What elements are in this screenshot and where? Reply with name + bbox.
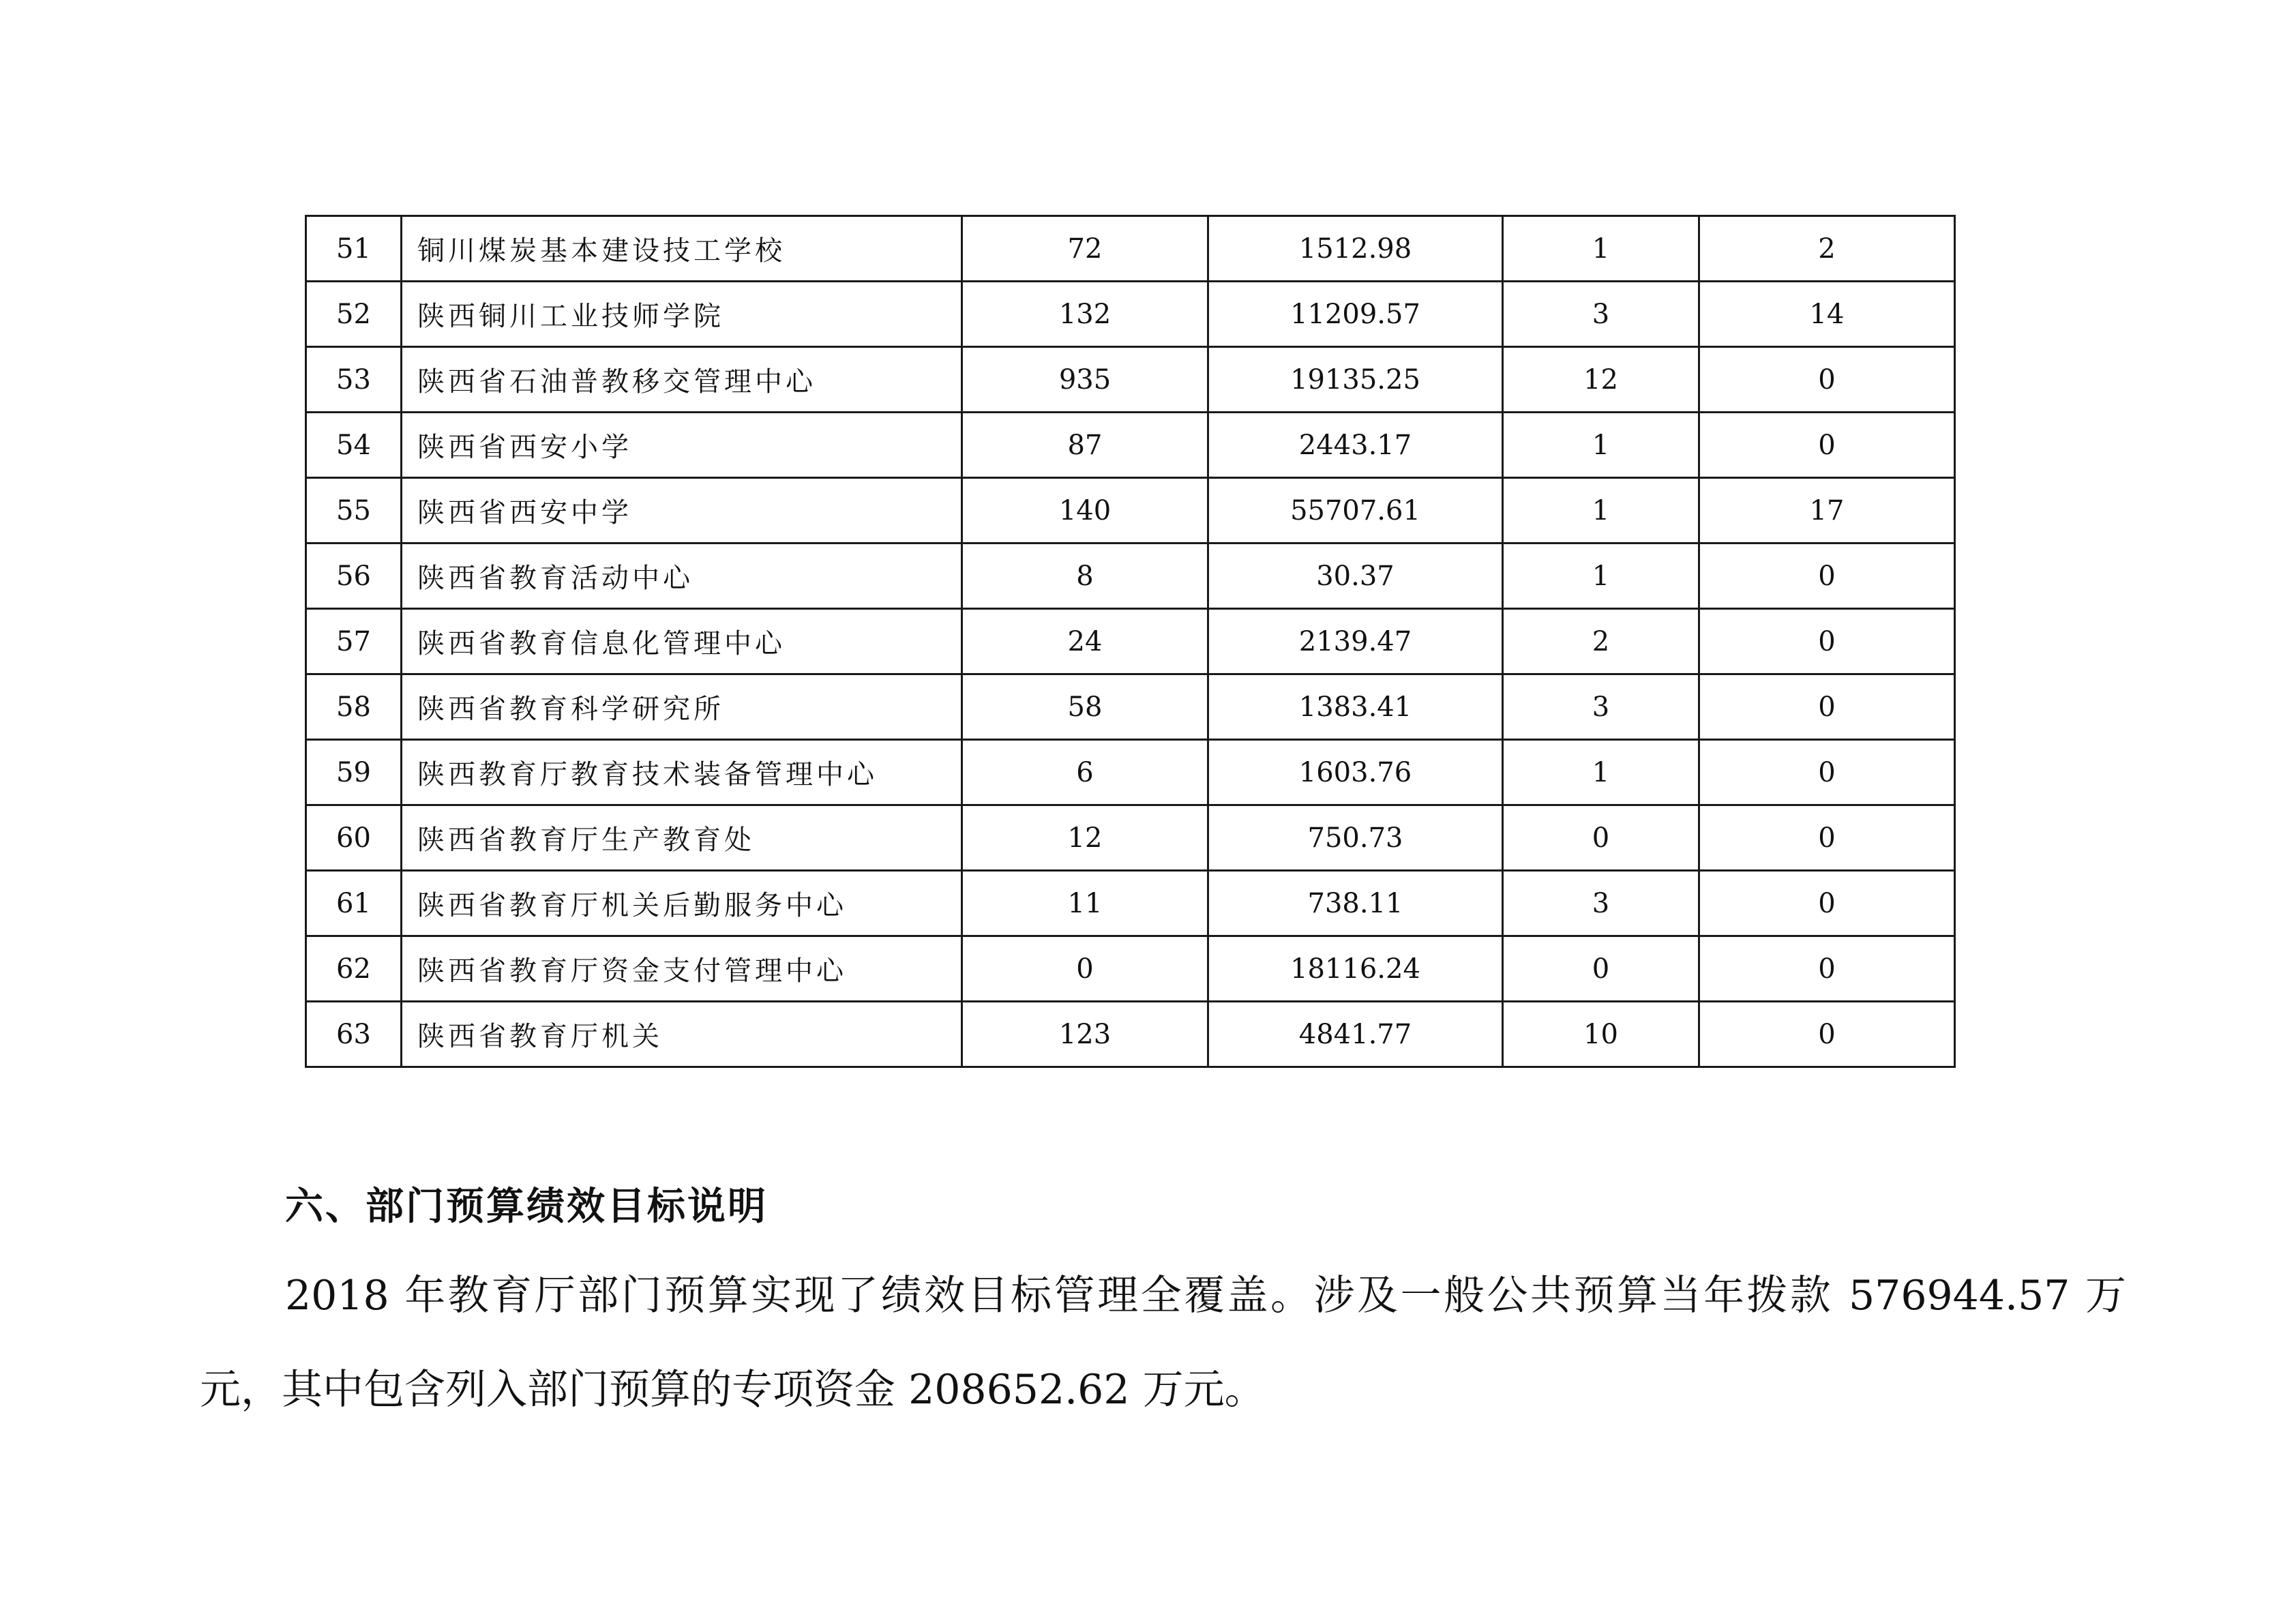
value-cell-2: 1383.41 — [1208, 674, 1503, 740]
value-cell-4: 0 — [1699, 1002, 1955, 1067]
value-cell-3: 1 — [1503, 478, 1699, 544]
paragraph-line-1: 2018 年教育厅部门预算实现了绩效目标管理全覆盖。涉及一般公共预算当年拨款 576944.57 万 — [285, 1272, 2126, 1320]
value-cell-2: 55707.61 — [1208, 478, 1503, 544]
value-cell-1: 87 — [962, 413, 1208, 478]
value-cell-1: 12 — [962, 805, 1208, 871]
row-number-cell: 62 — [306, 936, 402, 1002]
value-cell-3: 12 — [1503, 347, 1699, 413]
value-cell-4: 0 — [1699, 609, 1955, 674]
value-cell-1: 935 — [962, 347, 1208, 413]
value-cell-1: 11 — [962, 871, 1208, 936]
value-cell-3: 1 — [1503, 216, 1699, 282]
unit-name-cell: 陕西铜川工业技师学院 — [402, 282, 962, 347]
value-cell-4: 0 — [1699, 544, 1955, 609]
unit-name-cell: 陕西省教育厅资金支付管理中心 — [402, 936, 962, 1002]
table-row — [306, 740, 1955, 805]
value-cell-3: 1 — [1503, 544, 1699, 609]
value-cell-4: 2 — [1699, 216, 1955, 282]
value-cell-3: 1 — [1503, 740, 1699, 805]
table-body — [306, 216, 1955, 1067]
value-cell-2: 750.73 — [1208, 805, 1503, 871]
value-cell-2: 18116.24 — [1208, 936, 1503, 1002]
table-row — [306, 1002, 1955, 1067]
value-cell-4: 0 — [1699, 805, 1955, 871]
value-cell-2: 11209.57 — [1208, 282, 1503, 347]
value-cell-2: 2139.47 — [1208, 609, 1503, 674]
value-cell-3: 3 — [1503, 674, 1699, 740]
unit-name-cell: 陕西省教育厅机关 — [402, 1002, 962, 1067]
section-heading: 六、部门预算绩效目标说明 — [285, 1185, 768, 1229]
unit-name-cell: 陕西省教育信息化管理中心 — [402, 609, 962, 674]
value-cell-4: 0 — [1699, 347, 1955, 413]
row-number-cell: 60 — [306, 805, 402, 871]
table-row — [306, 805, 1955, 871]
value-cell-1: 8 — [962, 544, 1208, 609]
row-number-cell: 57 — [306, 609, 402, 674]
row-number-cell: 63 — [306, 1002, 402, 1067]
value-cell-1: 24 — [962, 609, 1208, 674]
value-cell-3: 3 — [1503, 282, 1699, 347]
value-cell-1: 123 — [962, 1002, 1208, 1067]
row-number-cell: 54 — [306, 413, 402, 478]
table-row — [306, 609, 1955, 674]
row-number-cell: 52 — [306, 282, 402, 347]
row-number-cell: 51 — [306, 216, 402, 282]
unit-name-cell: 陕西省教育厅机关后勤服务中心 — [402, 871, 962, 936]
value-cell-1: 58 — [962, 674, 1208, 740]
unit-name-cell: 陕西省教育活动中心 — [402, 544, 962, 609]
row-number-cell: 53 — [306, 347, 402, 413]
value-cell-4: 0 — [1699, 936, 1955, 1002]
value-cell-4: 0 — [1699, 871, 1955, 936]
value-cell-2: 19135.25 — [1208, 347, 1503, 413]
table-row — [306, 936, 1955, 1002]
value-cell-2: 4841.77 — [1208, 1002, 1503, 1067]
table-row — [306, 674, 1955, 740]
value-cell-3: 1 — [1503, 413, 1699, 478]
value-cell-3: 2 — [1503, 609, 1699, 674]
value-cell-3: 10 — [1503, 1002, 1699, 1067]
value-cell-2: 1512.98 — [1208, 216, 1503, 282]
table-row — [306, 478, 1955, 544]
value-cell-1: 72 — [962, 216, 1208, 282]
value-cell-4: 14 — [1699, 282, 1955, 347]
value-cell-2: 2443.17 — [1208, 413, 1503, 478]
value-cell-1: 0 — [962, 936, 1208, 1002]
table-row — [306, 216, 1955, 282]
unit-name-cell: 陕西省西安小学 — [402, 413, 962, 478]
row-number-cell: 61 — [306, 871, 402, 936]
value-cell-1: 140 — [962, 478, 1208, 544]
unit-name-cell: 铜川煤炭基本建设技工学校 — [402, 216, 962, 282]
value-cell-4: 0 — [1699, 674, 1955, 740]
value-cell-1: 132 — [962, 282, 1208, 347]
value-cell-4: 0 — [1699, 413, 1955, 478]
value-cell-3: 3 — [1503, 871, 1699, 936]
unit-name-cell: 陕西省西安中学 — [402, 478, 962, 544]
row-number-cell: 56 — [306, 544, 402, 609]
unit-name-cell: 陕西教育厅教育技术装备管理中心 — [402, 740, 962, 805]
row-number-cell: 55 — [306, 478, 402, 544]
value-cell-2: 738.11 — [1208, 871, 1503, 936]
table-row — [306, 544, 1955, 609]
unit-name-cell: 陕西省教育科学研究所 — [402, 674, 962, 740]
value-cell-4: 0 — [1699, 740, 1955, 805]
unit-name-cell: 陕西省石油普教移交管理中心 — [402, 347, 962, 413]
budget-table — [305, 215, 1956, 1068]
table-row — [306, 347, 1955, 413]
table-row — [306, 871, 1955, 936]
value-cell-1: 6 — [962, 740, 1208, 805]
value-cell-3: 0 — [1503, 936, 1699, 1002]
row-number-cell: 58 — [306, 674, 402, 740]
row-number-cell: 59 — [306, 740, 402, 805]
value-cell-3: 0 — [1503, 805, 1699, 871]
paragraph-line-2: 元，其中包含列入部门预算的专项资金 208652.62 万元。 — [200, 1366, 1266, 1414]
value-cell-2: 30.37 — [1208, 544, 1503, 609]
value-cell-4: 17 — [1699, 478, 1955, 544]
value-cell-2: 1603.76 — [1208, 740, 1503, 805]
table-row — [306, 413, 1955, 478]
table-row — [306, 282, 1955, 347]
unit-name-cell: 陕西省教育厅生产教育处 — [402, 805, 962, 871]
